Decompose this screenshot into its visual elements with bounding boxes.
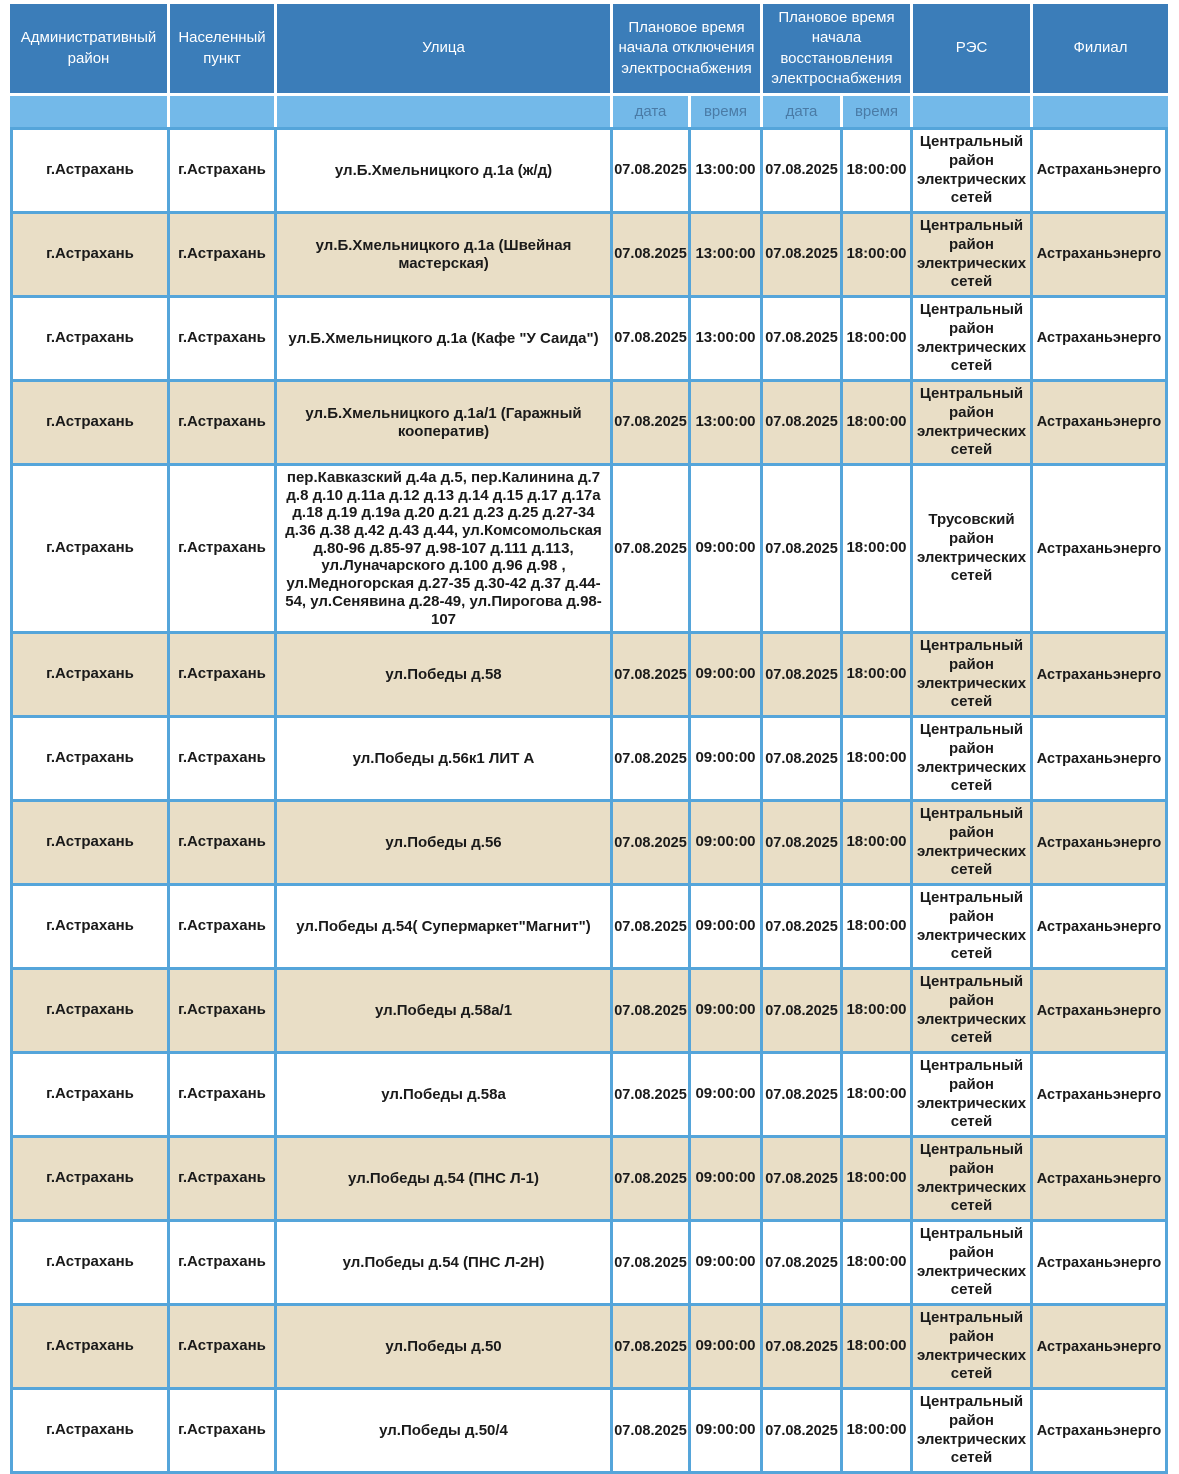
cell-street: ул.Победы д.58а [277,1051,613,1135]
subheader-empty-res [913,93,1033,127]
cell-off-date: 07.08.2025 [613,127,691,211]
cell-on-date: 07.08.2025 [763,379,843,463]
cell-settlement: г.Астрахань [170,463,277,631]
cell-on-time: 18:00:00 [843,799,913,883]
cell-street: ул.Б.Хмельницкого д.1а (Кафе "У Саида") [277,295,613,379]
cell-branch: Астраханьэнерго [1033,1219,1168,1303]
cell-settlement: г.Астрахань [170,1135,277,1219]
cell-off-time: 09:00:00 [691,799,763,883]
cell-off-date: 07.08.2025 [613,883,691,967]
subheader-on-time: время [843,93,913,127]
table-row [10,1051,1168,1135]
subheader-empty-settlement [170,93,277,127]
cell-on-time: 18:00:00 [843,295,913,379]
cell-off-time: 09:00:00 [691,1219,763,1303]
cell-district: г.Астрахань [10,211,170,295]
table-body [10,127,1168,1474]
cell-on-time: 18:00:00 [843,631,913,715]
cell-on-date: 07.08.2025 [763,967,843,1051]
cell-off-date: 07.08.2025 [613,715,691,799]
table-row [10,379,1168,463]
cell-district: г.Астрахань [10,799,170,883]
cell-settlement: г.Астрахань [170,379,277,463]
cell-on-date: 07.08.2025 [763,127,843,211]
outage-table [10,4,1168,1474]
table-row [10,463,1168,631]
header-outage-start: Плановое время начала отключения электроснабжения [613,4,763,93]
cell-res: Центральный район электрических сетей [913,715,1033,799]
cell-branch: Астраханьэнерго [1033,799,1168,883]
cell-off-time: 09:00:00 [691,463,763,631]
subheader-row [10,93,1168,127]
cell-street: ул.Победы д.56 [277,799,613,883]
cell-off-time: 13:00:00 [691,211,763,295]
cell-on-time: 18:00:00 [843,463,913,631]
cell-on-date: 07.08.2025 [763,1303,843,1387]
cell-branch: Астраханьэнерго [1033,295,1168,379]
cell-street: ул.Победы д.56к1 ЛИТ А [277,715,613,799]
table-row [10,1135,1168,1219]
cell-district: г.Астрахань [10,631,170,715]
header-settlement: Населенный пункт [170,4,277,93]
cell-district: г.Астрахань [10,715,170,799]
cell-branch: Астраханьэнерго [1033,1387,1168,1474]
cell-res: Центральный район электрических сетей [913,967,1033,1051]
cell-branch: Астраханьэнерго [1033,715,1168,799]
cell-on-time: 18:00:00 [843,883,913,967]
cell-branch: Астраханьэнерго [1033,1303,1168,1387]
cell-on-time: 18:00:00 [843,127,913,211]
cell-off-time: 13:00:00 [691,127,763,211]
table-row [10,211,1168,295]
cell-off-time: 09:00:00 [691,1303,763,1387]
cell-settlement: г.Астрахань [170,883,277,967]
cell-on-date: 07.08.2025 [763,799,843,883]
cell-off-time: 09:00:00 [691,1135,763,1219]
cell-off-date: 07.08.2025 [613,631,691,715]
header-restore-start: Плановое время начала восстановления электроснабжения [763,4,913,93]
cell-settlement: г.Астрахань [170,127,277,211]
cell-district: г.Астрахань [10,1051,170,1135]
cell-res: Трусовский район электрических сетей [913,463,1033,631]
cell-off-date: 07.08.2025 [613,967,691,1051]
cell-off-date: 07.08.2025 [613,295,691,379]
cell-on-time: 18:00:00 [843,211,913,295]
cell-on-date: 07.08.2025 [763,1387,843,1474]
cell-on-date: 07.08.2025 [763,883,843,967]
subheader-empty-branch [1033,93,1168,127]
table-row [10,799,1168,883]
cell-res: Центральный район электрических сетей [913,1051,1033,1135]
table-row [10,127,1168,211]
cell-off-date: 07.08.2025 [613,1219,691,1303]
table-row [10,295,1168,379]
cell-res: Центральный район электрических сетей [913,379,1033,463]
cell-district: г.Астрахань [10,1387,170,1474]
cell-off-time: 09:00:00 [691,1051,763,1135]
cell-on-time: 18:00:00 [843,715,913,799]
cell-district: г.Астрахань [10,295,170,379]
cell-settlement: г.Астрахань [170,295,277,379]
cell-res: Центральный район электрических сетей [913,295,1033,379]
header-street: Улица [277,4,613,93]
cell-district: г.Астрахань [10,1303,170,1387]
header-res: РЭС [913,4,1033,93]
cell-res: Центральный район электрических сетей [913,883,1033,967]
cell-off-date: 07.08.2025 [613,799,691,883]
cell-street: ул.Б.Хмельницкого д.1а (ж/д) [277,127,613,211]
cell-branch: Астраханьэнерго [1033,211,1168,295]
cell-branch: Астраханьэнерго [1033,1051,1168,1135]
header-branch: Филиал [1033,4,1168,93]
cell-res: Центральный район электрических сетей [913,1219,1033,1303]
table-row [10,1303,1168,1387]
subheader-on-date: дата [763,93,843,127]
cell-res: Центральный район электрических сетей [913,799,1033,883]
cell-res: Центральный район электрических сетей [913,1135,1033,1219]
table-row [10,631,1168,715]
cell-street: ул.Победы д.54( Супермаркет"Магнит") [277,883,613,967]
cell-district: г.Астрахань [10,379,170,463]
cell-off-time: 09:00:00 [691,883,763,967]
cell-branch: Астраханьэнерго [1033,1135,1168,1219]
table-row [10,715,1168,799]
cell-settlement: г.Астрахань [170,211,277,295]
header-administrative-district: Административный район [10,4,170,93]
cell-off-date: 07.08.2025 [613,1303,691,1387]
cell-street: пер.Кавказский д.4а д.5, пер.Калинина д.7 д.8 д.10 д.11а д.12 д.13 д.14 д.15 д.17 д.17а д.18 д.19 д.19а д.20 д.21 д.23 д.25 д.27-34 д.36 д.38 д.42 д.43 д.44, ул.Комсомольская д.80-96 д.85-97 д.98-107 д.111 д.113, ул.Луначарского д.100 д.96 д.98 , ул.Медногорская д.27-35 д.30-42 д.37 д.44-54, ул.Сенявина д.28-49, ул.Пирогова д.98-107 [277,463,613,631]
cell-on-time: 18:00:00 [843,1303,913,1387]
cell-off-date: 07.08.2025 [613,379,691,463]
header-row [10,4,1168,93]
cell-off-time: 09:00:00 [691,631,763,715]
cell-settlement: г.Астрахань [170,715,277,799]
cell-off-date: 07.08.2025 [613,211,691,295]
cell-settlement: г.Астрахань [170,799,277,883]
cell-branch: Астраханьэнерго [1033,631,1168,715]
cell-street: ул.Победы д.58 [277,631,613,715]
cell-branch: Астраханьэнерго [1033,127,1168,211]
cell-settlement: г.Астрахань [170,1387,277,1474]
cell-on-date: 07.08.2025 [763,1051,843,1135]
cell-street: ул.Б.Хмельницкого д.1а (Швейная мастерская) [277,211,613,295]
cell-settlement: г.Астрахань [170,1219,277,1303]
cell-on-time: 18:00:00 [843,379,913,463]
cell-district: г.Астрахань [10,1135,170,1219]
cell-settlement: г.Астрахань [170,967,277,1051]
cell-on-time: 18:00:00 [843,967,913,1051]
cell-settlement: г.Астрахань [170,631,277,715]
cell-street: ул.Б.Хмельницкого д.1а/1 (Гаражный кооператив) [277,379,613,463]
cell-street: ул.Победы д.58а/1 [277,967,613,1051]
cell-on-time: 18:00:00 [843,1219,913,1303]
cell-on-date: 07.08.2025 [763,1135,843,1219]
cell-street: ул.Победы д.50/4 [277,1387,613,1474]
cell-street: ул.Победы д.50 [277,1303,613,1387]
cell-off-time: 13:00:00 [691,379,763,463]
cell-res: Центральный район электрических сетей [913,1387,1033,1474]
cell-on-date: 07.08.2025 [763,1219,843,1303]
cell-off-time: 09:00:00 [691,1387,763,1474]
cell-on-date: 07.08.2025 [763,295,843,379]
table-header [10,4,1168,127]
subheader-off-time: время [691,93,763,127]
cell-on-time: 18:00:00 [843,1135,913,1219]
cell-on-date: 07.08.2025 [763,463,843,631]
cell-district: г.Астрахань [10,967,170,1051]
cell-res: Центральный район электрических сетей [913,1303,1033,1387]
cell-on-time: 18:00:00 [843,1387,913,1474]
cell-street: ул.Победы д.54 (ПНС Л-2Н) [277,1219,613,1303]
subheader-empty-street [277,93,613,127]
cell-off-date: 07.08.2025 [613,463,691,631]
cell-branch: Астраханьэнерго [1033,883,1168,967]
cell-district: г.Астрахань [10,463,170,631]
cell-on-date: 07.08.2025 [763,211,843,295]
cell-off-time: 09:00:00 [691,967,763,1051]
cell-off-time: 09:00:00 [691,715,763,799]
table-row [10,883,1168,967]
cell-street: ул.Победы д.54 (ПНС Л-1) [277,1135,613,1219]
cell-on-date: 07.08.2025 [763,631,843,715]
table-row [10,1387,1168,1474]
cell-res: Центральный район электрических сетей [913,127,1033,211]
cell-district: г.Астрахань [10,127,170,211]
cell-off-date: 07.08.2025 [613,1387,691,1474]
table-row [10,967,1168,1051]
cell-off-time: 13:00:00 [691,295,763,379]
cell-district: г.Астрахань [10,883,170,967]
subheader-empty-district [10,93,170,127]
cell-branch: Астраханьэнерго [1033,463,1168,631]
cell-off-date: 07.08.2025 [613,1051,691,1135]
cell-on-date: 07.08.2025 [763,715,843,799]
cell-res: Центральный район электрических сетей [913,211,1033,295]
cell-res: Центральный район электрических сетей [913,631,1033,715]
cell-settlement: г.Астрахань [170,1303,277,1387]
cell-branch: Астраханьэнерго [1033,967,1168,1051]
cell-off-date: 07.08.2025 [613,1135,691,1219]
cell-branch: Астраханьэнерго [1033,379,1168,463]
subheader-off-date: дата [613,93,691,127]
cell-district: г.Астрахань [10,1219,170,1303]
table-row [10,1219,1168,1303]
cell-on-time: 18:00:00 [843,1051,913,1135]
cell-settlement: г.Астрахань [170,1051,277,1135]
